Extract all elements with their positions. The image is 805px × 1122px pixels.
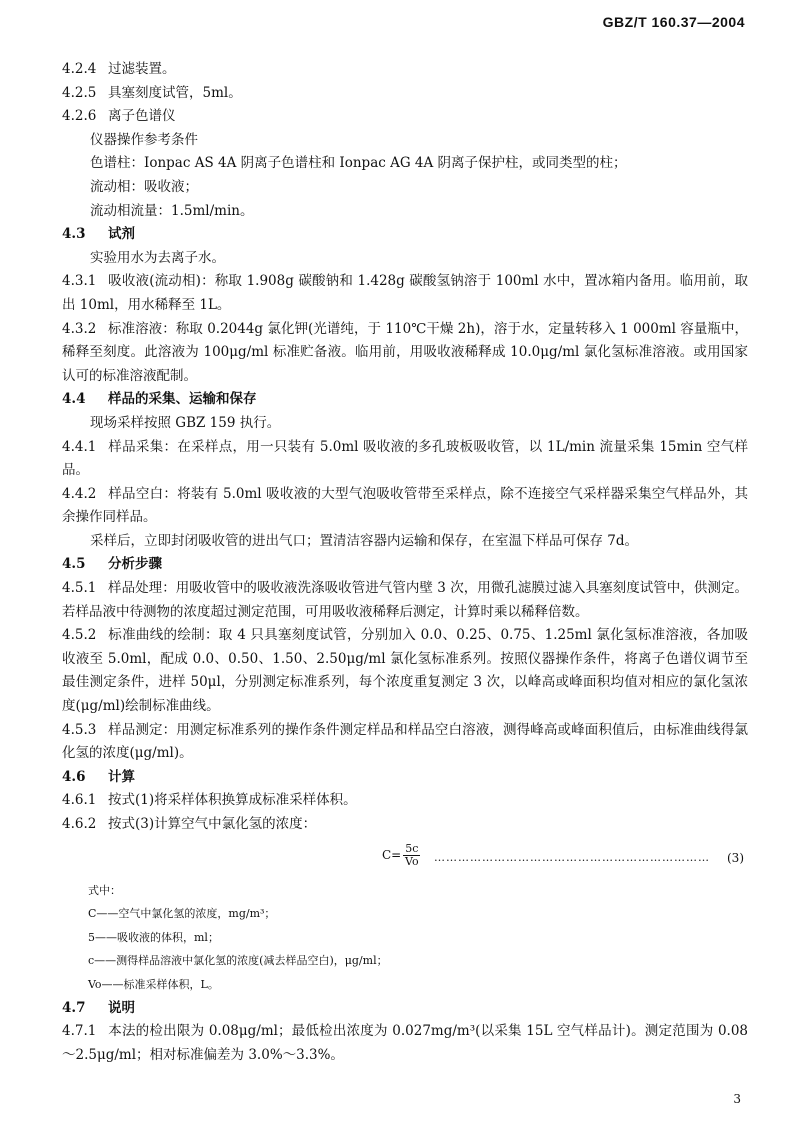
section-number: 4.5	[62, 556, 86, 573]
section-number: 4.7	[62, 999, 86, 1016]
line-text: 说明	[108, 999, 135, 1016]
formula-3	[62, 839, 748, 879]
section-number: 4.3.1	[62, 273, 97, 290]
text-line	[62, 997, 748, 1021]
section-number: 4.7.1	[62, 1023, 97, 1040]
line-text: 标准曲线的绘制：取 4 只具塞刻度试管，分别加入 0.0、0.25、0.75、1.25ml 氯化氢标准溶液，各加吸收液至 5.0ml，配成 0.0、0.50、1.50、2.50μg/ml 氯化氢标准系列。按照仪器操作条件，将离子色谱仪调节至最佳测定条件，进样 50μl，分别测定标准系列，每个浓度重复测定 3 次，以峰高或峰面积均值对相应的氯化氢浓度(μg/ml)绘制标准曲线。	[62, 627, 748, 715]
text-line	[62, 436, 748, 483]
section-number: 4.3	[62, 226, 86, 243]
text-line	[62, 813, 748, 837]
section-number: 4.6.1	[62, 792, 97, 809]
section-number: 4.5.1	[62, 580, 97, 597]
line-text: 现场采样按照 GBZ 159 执行。	[90, 414, 281, 431]
line-text: 样品采集：在采样点，用一只装有 5.0ml 吸收液的多孔玻板吸收管，以 1L/min 流量采集 15min 空气样品。	[62, 438, 748, 479]
section-number: 4.5.2	[62, 627, 97, 644]
line-text: 分析步骤	[108, 556, 162, 573]
formula-legend-item: 5——吸收液的体积，ml；	[88, 930, 219, 944]
text-line	[62, 318, 748, 389]
line-text: 实验用水为去离子水。	[90, 249, 225, 266]
section-number: 4.2.6	[62, 108, 97, 125]
line-text: 本法的检出限为 0.08μg/ml；最低检出浓度为 0.027mg/m³(以采集 15L 空气样品计)。测定范围为 0.08～2.5μg/ml；相对标准偏差为 3.0%～3.3%。	[62, 1023, 748, 1063]
formula-legend-item: 式中：	[88, 883, 121, 897]
text-line	[62, 152, 748, 176]
line-text: 按式(3)计算空气中氯化氢的浓度：	[108, 816, 317, 832]
text-line	[62, 58, 748, 82]
line-text: 吸收液(流动相)：称取 1.908g 碳酸钠和 1.428g 碳酸氢钠溶于 100ml 水中，置冰箱内备用。临用前，取出 10ml，用水稀释至 1L。	[62, 273, 748, 313]
line-text: 仪器操作参考条件	[90, 131, 198, 148]
text-line	[62, 176, 748, 200]
text-line	[62, 82, 748, 106]
section-number: 4.2.5	[62, 84, 97, 101]
line-text: 过滤装置。	[108, 61, 176, 77]
line-text: 采样后，立即封闭吸收管的进出气口；置清洁容器内运输和保存，在室温下样品可保存 7d。	[90, 532, 639, 549]
page-number: 3	[733, 1092, 741, 1106]
formula-leader-dots: ……………………………………………………………	[434, 850, 710, 864]
text-line	[62, 105, 748, 129]
section-number: 4.3.2	[62, 320, 97, 337]
line-text: 流动相：吸收液；	[90, 178, 198, 195]
text-line	[62, 789, 748, 813]
line-text: 样品空白：将装有 5.0ml 吸收液的大型气泡吸收管带至采样点，除不连接空气采样器采集空气样品外，其余操作同样品。	[62, 485, 748, 526]
line-text: 流动相流量：1.5ml/min。	[90, 202, 254, 219]
section-number: 4.4.1	[62, 438, 97, 455]
text-line	[62, 624, 748, 718]
line-text: 离子色谱仪	[108, 108, 176, 125]
document-body	[62, 58, 748, 1067]
line-text: 色谱柱：Ionpac AS 4A 阴离子色谱柱和 Ionpac AG 4A 阴离子保护柱，或同类型的柱；	[90, 155, 627, 172]
formula-number: (3)	[727, 850, 744, 865]
text-line	[62, 270, 748, 317]
section-number: 4.4.2	[62, 485, 97, 502]
text-line	[62, 553, 748, 577]
formula-legend-item: C——空气中氯化氢的浓度，mg/m³；	[88, 907, 276, 921]
line-text: 计算	[108, 768, 135, 785]
text-line	[62, 766, 748, 790]
text-line	[62, 577, 748, 624]
text-line	[62, 719, 748, 766]
text-line	[62, 200, 748, 224]
text-line	[62, 223, 748, 247]
line-text: 样品的采集、运输和保存	[108, 391, 257, 408]
section-number: 4.2.4	[62, 61, 97, 77]
document-header: GBZ/T 160.37—2004	[602, 14, 745, 30]
formula-denominator: Vo	[405, 854, 419, 868]
line-text: 按式(1)将采样体积换算成标准采样体积。	[108, 792, 357, 809]
text-line	[62, 388, 748, 412]
line-text: 标准溶液：称取 0.2044g 氯化钾(光谱纯，于 110℃干燥 2h)，溶于水，定量转移入 1 000ml 容量瓶中，稀释至刻度。此溶液为 100μg/ml 标准贮备液。临用前，用吸收液稀释成 10.0μg/ml 氯化氢标准溶液。或用国家认可的标准溶液配制。	[62, 320, 748, 384]
section-number: 4.4	[62, 391, 86, 408]
line-text: 样品测定：用测定标准系列的操作条件测定样品和样品空白溶液，测得峰高或峰面积值后，由标准曲线得氯化氢的浓度(μg/ml)。	[62, 721, 748, 762]
line-text: 试剂	[108, 226, 135, 243]
text-line	[62, 129, 748, 153]
text-line	[62, 247, 748, 271]
text-line	[62, 483, 748, 530]
formula-legend-item: Vo——标准采样体积，L。	[88, 977, 219, 991]
line-text: 具塞刻度试管，5ml。	[108, 84, 242, 101]
formula-legend-item: c——测得样品溶液中氯化氢的浓度(减去样品空白)，μg/ml；	[88, 954, 388, 968]
text-line	[62, 412, 748, 436]
formula-lhs: C=	[382, 848, 402, 863]
text-line	[62, 1020, 748, 1067]
section-number: 4.5.3	[62, 721, 97, 738]
section-number: 4.6.2	[62, 816, 97, 832]
text-line	[62, 530, 748, 554]
formula-numerator: 5c	[405, 841, 419, 855]
section-number: 4.6	[62, 768, 86, 785]
line-text: 样品处理：用吸收管中的吸收液洗涤吸收管进气管内壁 3 次，用微孔滤膜过滤入具塞刻度试管中，供测定。若样品液中待测物的浓度超过测定范围，可用吸收液稀释后测定，计算时乘以稀释倍数。	[62, 580, 748, 620]
